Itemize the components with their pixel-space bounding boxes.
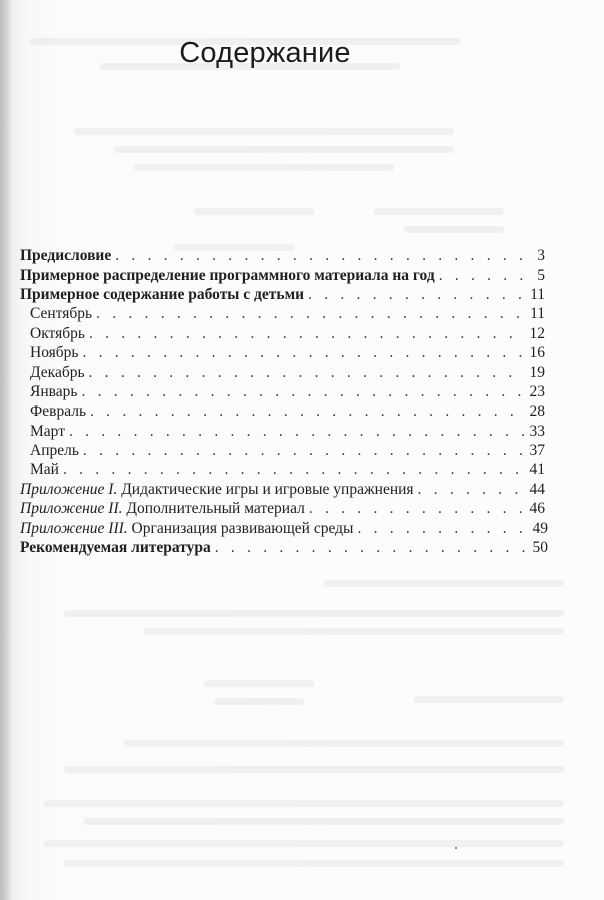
dot-leader [96, 304, 526, 324]
toc-entry-prefix: Приложение II. [20, 500, 123, 517]
toc-entry-label [20, 538, 211, 558]
dot-leader [89, 324, 526, 344]
dot-leader [90, 402, 526, 422]
toc-entry-text: Май [30, 461, 59, 478]
toc-entry-label [30, 441, 79, 461]
toc-entry-text: Примерное содержание работы с детьми [20, 286, 305, 303]
toc-entry-label [30, 402, 86, 422]
toc-page-number: 23 [529, 383, 545, 400]
toc-entry-text: Дополнительный материал [126, 500, 305, 517]
dot-leader [357, 519, 529, 539]
toc-page-number: 44 [529, 481, 545, 498]
toc-entry [30, 324, 545, 344]
dot-leader [82, 343, 526, 363]
toc-entry [20, 499, 545, 519]
toc-entry-label [30, 343, 78, 363]
toc-entry-label [30, 324, 85, 344]
toc-page-number: 11 [530, 286, 545, 303]
toc-entry-prefix: Приложение III. [20, 520, 128, 537]
toc-entry [20, 519, 548, 539]
toc-entry [30, 422, 545, 442]
toc-entry [30, 304, 545, 324]
dot-leader [309, 499, 526, 519]
toc-entry [20, 480, 545, 500]
toc-entry-label [30, 382, 77, 402]
toc-page-number: 5 [537, 267, 545, 284]
toc-entry-text: Февраль [30, 403, 87, 420]
dot-leader [215, 538, 529, 558]
toc-entry [30, 343, 545, 363]
bleed-through-lines-lower [0, 740, 604, 890]
toc-entry-text: Апрель [30, 442, 79, 459]
toc-entry [30, 460, 545, 480]
dot-leader [81, 382, 526, 402]
toc-page-number: 12 [529, 325, 545, 342]
toc-entry-label [30, 363, 85, 383]
dot-leader [439, 266, 526, 286]
dot-leader [418, 480, 526, 500]
toc-entry-text: Декабрь [30, 364, 85, 381]
toc-entry-text: Март [30, 423, 65, 440]
toc-entry-text: Предисловие [20, 247, 112, 264]
toc-entry-label [30, 460, 59, 480]
toc-page-number: 11 [530, 305, 545, 322]
toc-entry [20, 246, 545, 266]
toc-page-number: 49 [532, 520, 548, 537]
toc-entry-label [30, 422, 65, 442]
toc-entry [30, 382, 545, 402]
page-title: Содержание [179, 37, 351, 69]
toc-entry-text: Январь [30, 383, 78, 400]
toc-entry [30, 402, 545, 422]
toc-entry-label [20, 285, 304, 305]
toc-entry-text: Дидактические игры и игровые упражнения [121, 481, 414, 498]
page-speck [455, 847, 457, 849]
dot-leader [89, 363, 526, 383]
toc-entry [20, 538, 548, 558]
toc-entry-text: Сентябрь [30, 305, 93, 322]
toc-entry-prefix: Приложение I. [20, 481, 118, 498]
dot-leader [63, 460, 526, 480]
toc-page-number: 16 [529, 344, 545, 361]
toc-entry-text: Рекомендуемая литература [20, 539, 211, 556]
toc-entry-text: Октябрь [30, 325, 85, 342]
toc-entry-label [20, 480, 414, 500]
toc-entry-label [30, 304, 92, 324]
toc-entry-text: Примерное распределение программного материала на год [20, 267, 435, 284]
toc-page-number: 50 [532, 539, 548, 556]
toc-page-number: 46 [529, 500, 545, 517]
toc-page-number: 33 [529, 423, 545, 440]
toc-page-number: 19 [529, 364, 545, 381]
toc-entry-label [20, 266, 435, 286]
dot-leader [83, 441, 526, 461]
dot-leader [69, 422, 526, 442]
toc-entry-label [20, 246, 111, 266]
toc-entry [30, 441, 545, 461]
toc-page-number: 28 [529, 403, 545, 420]
toc-entry [30, 363, 545, 383]
toc-entry-label [20, 499, 305, 519]
dot-leader [308, 285, 526, 305]
dot-leader [115, 246, 526, 266]
toc-entry [20, 285, 545, 305]
toc-page-number: 37 [529, 442, 545, 459]
toc-entry-label [20, 519, 353, 539]
toc-page-number: 41 [529, 461, 545, 478]
toc-entry [20, 266, 545, 286]
toc-entry-text: Организация развивающей среды [131, 520, 354, 537]
toc-page-number: 3 [537, 247, 545, 264]
toc-entry-text: Ноябрь [30, 344, 79, 361]
